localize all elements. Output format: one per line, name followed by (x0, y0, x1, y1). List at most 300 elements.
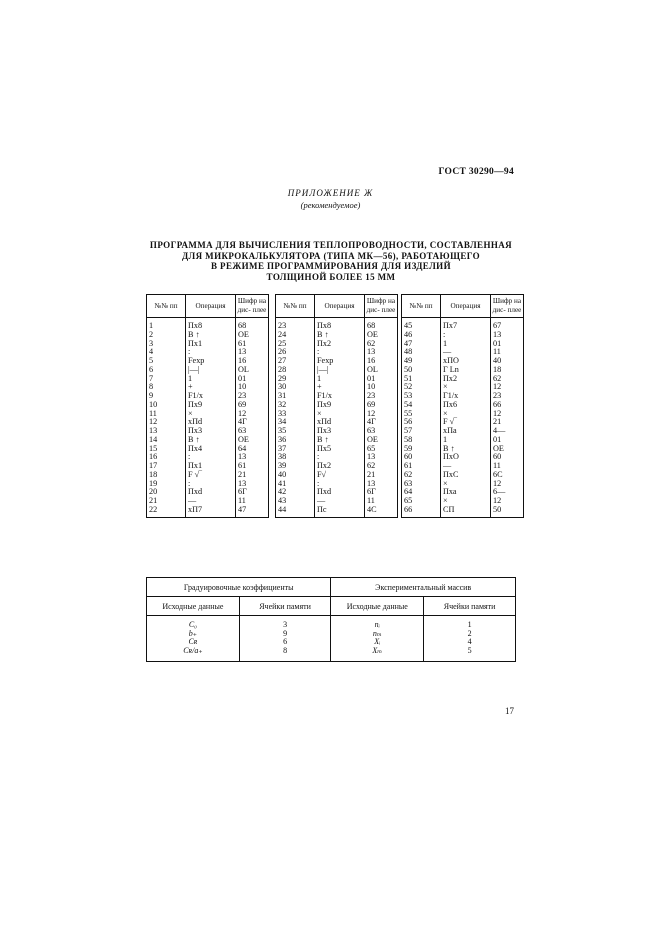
table-row (276, 366, 398, 375)
step-number: 28 (276, 366, 315, 375)
column-header: Исходные данные (147, 597, 240, 616)
step-number: 36 (276, 436, 315, 445)
table-row (402, 418, 524, 427)
display-code: 6— (491, 488, 524, 497)
operation: 1 (188, 373, 193, 383)
step-number: 65 (402, 497, 441, 506)
column-header-num: №№ пп (147, 295, 186, 318)
operation: Пх2 (317, 461, 332, 470)
step-number: 58 (402, 436, 441, 445)
step-number: 34 (276, 418, 315, 427)
step-number: 17 (147, 462, 186, 471)
step-number: 63 (402, 480, 441, 489)
title-line: ТОЛЩИНОЙ БОЛЕЕ 15 ММ (266, 271, 396, 282)
step-number: 44 (276, 506, 315, 517)
display-code: ОЕ (236, 331, 269, 340)
display-code: 18 (491, 366, 524, 375)
column-header: Исходные данные (331, 597, 424, 616)
table-row (402, 445, 524, 454)
operation: ПхС (443, 469, 459, 479)
step-number: 40 (276, 471, 315, 480)
group-header-calibration: Градуировочные коэффициенты (147, 578, 331, 597)
table-row (276, 453, 398, 462)
operation: : (188, 347, 191, 357)
column-header: Ячейки памяти (424, 597, 516, 616)
table-row (402, 497, 524, 506)
table-row (276, 383, 398, 392)
program-table-block-1 (146, 294, 269, 518)
operation: × (188, 408, 193, 418)
operation: Пс (315, 506, 365, 517)
display-code: 21 (365, 471, 398, 480)
table-row (276, 436, 398, 445)
step-number: 1 (147, 318, 186, 331)
operation: Г Ln (443, 364, 459, 374)
step-number: 11 (147, 410, 186, 419)
display-code: 13 (236, 348, 269, 357)
operation: — (317, 496, 326, 505)
display-code: 11 (365, 497, 398, 506)
step-number: 56 (402, 418, 441, 427)
table-row (276, 418, 398, 427)
display-code: 11 (491, 462, 524, 471)
table-row (147, 366, 269, 375)
display-code: 12 (491, 497, 524, 506)
display-code: 16 (236, 357, 269, 366)
operation: — (443, 461, 452, 470)
table-row (276, 375, 398, 384)
operation: F√ (317, 469, 327, 479)
display-code: 6Г (236, 488, 269, 497)
display-code: 21 (491, 418, 524, 427)
operation: хП7 (186, 506, 236, 517)
operation: : (317, 452, 320, 462)
display-code: 4С (365, 506, 398, 517)
display-code: 63 (365, 427, 398, 436)
display-code: 01 (236, 375, 269, 384)
display-code: 23 (365, 392, 398, 401)
operation: × (443, 478, 448, 488)
operation: — (188, 496, 197, 505)
operation: Пх2 (317, 338, 332, 348)
operation: Пх6 (443, 399, 458, 409)
operation: 1 (317, 373, 322, 383)
table-row (276, 445, 398, 454)
display-code: 66 (491, 401, 524, 410)
table-row (276, 331, 398, 340)
operation: Пх4 (188, 443, 203, 453)
step-number: 51 (402, 375, 441, 384)
table-cell: nₘ (372, 628, 382, 638)
table-row (402, 462, 524, 471)
step-number: 32 (276, 401, 315, 410)
display-code: 10 (236, 383, 269, 392)
step-number: 43 (276, 497, 315, 506)
table-row (276, 392, 398, 401)
operation: F1/x (317, 391, 333, 400)
display-code: 67 (491, 318, 524, 331)
table-row (147, 318, 269, 331)
table-row (147, 427, 269, 436)
table-row (402, 318, 524, 331)
step-number: 6 (147, 366, 186, 375)
operation: F1/x (188, 391, 204, 400)
step-number: 10 (147, 401, 186, 410)
operation: × (443, 496, 448, 505)
step-number: 52 (402, 383, 441, 392)
operation: × (443, 382, 448, 392)
table-row (276, 348, 398, 357)
operation: 1 (443, 338, 448, 348)
operation: В ↑ (188, 329, 200, 339)
display-code: 16 (365, 357, 398, 366)
table-row (147, 453, 269, 462)
step-number: 42 (276, 488, 315, 497)
operation: : (317, 478, 320, 488)
table-row (147, 497, 269, 506)
table-row (147, 392, 269, 401)
table-cell: 3 (283, 620, 288, 629)
step-number: 38 (276, 453, 315, 462)
operation: В ↑ (443, 443, 455, 453)
table-row (147, 418, 269, 427)
step-number: 2 (147, 331, 186, 340)
display-code: 23 (236, 392, 269, 401)
group-header-experimental: Экспериментальный массив (331, 578, 516, 597)
table-cell: Xᵢ (374, 637, 381, 647)
table-row (276, 462, 398, 471)
table-row (402, 471, 524, 480)
display-code: 61 (236, 340, 269, 349)
operation: Пх1 (188, 461, 203, 470)
operation: × (443, 408, 448, 418)
table-row (402, 401, 524, 410)
display-code: 11 (236, 497, 269, 506)
display-code: 01 (491, 340, 524, 349)
operation: Пх7 (443, 321, 458, 330)
table-row (276, 340, 398, 349)
table-row (402, 366, 524, 375)
display-code: 4Г (365, 418, 398, 427)
step-number: 45 (402, 318, 441, 331)
table-row (147, 480, 269, 489)
table-row (276, 318, 398, 331)
display-code: 12 (491, 480, 524, 489)
program-table-block-3 (401, 294, 524, 518)
appendix-subtitle: (рекомендуемое) (300, 200, 361, 210)
operation: Пхd (317, 487, 332, 497)
step-number: 29 (276, 375, 315, 384)
step-number: 21 (147, 497, 186, 506)
table-row (276, 471, 398, 480)
step-number: 35 (276, 427, 315, 436)
step-number: 31 (276, 392, 315, 401)
step-number: 60 (402, 453, 441, 462)
table-row (402, 427, 524, 436)
column-header-op: Операция (186, 295, 236, 318)
table-row (402, 348, 524, 357)
display-code: 13 (236, 480, 269, 489)
step-number: 62 (402, 471, 441, 480)
table-row (147, 410, 269, 419)
table-cell: 9 (283, 628, 288, 638)
table-cell: 5 (467, 645, 472, 655)
display-code: 6Г (365, 488, 398, 497)
display-code: OL (365, 366, 398, 375)
table-row (276, 410, 398, 419)
step-number: 64 (402, 488, 441, 497)
step-number: 14 (147, 436, 186, 445)
table-cell: b₊ (188, 628, 197, 638)
step-number: 20 (147, 488, 186, 497)
table-row (147, 506, 269, 517)
table-cell: C₀ (188, 620, 197, 629)
step-number: 22 (147, 506, 186, 517)
step-number: 25 (276, 340, 315, 349)
table-cell: 4 (467, 637, 472, 647)
table-row (147, 401, 269, 410)
step-number: 37 (276, 445, 315, 454)
table-cell: Xₘ (372, 645, 383, 655)
step-number: 54 (402, 401, 441, 410)
operation: : (317, 347, 320, 357)
table-row (147, 340, 269, 349)
column-header-code: Шифр на дис- плее (491, 295, 524, 318)
table-row (147, 471, 269, 480)
operation: В ↑ (317, 329, 329, 339)
step-number: 18 (147, 471, 186, 480)
operation: Fexp (188, 356, 205, 365)
display-code: 65 (365, 445, 398, 454)
table-row (276, 401, 398, 410)
operation: Пх2 (443, 373, 458, 383)
operation: Пх9 (317, 399, 332, 409)
operation: F √‾ (188, 469, 202, 479)
column-header-code: Шифр на дис- плее (365, 295, 398, 318)
table-row (276, 488, 398, 497)
standard-number: ГОСТ 30290—94 (438, 167, 514, 177)
display-code: 13 (236, 453, 269, 462)
step-number: 39 (276, 462, 315, 471)
display-code: 62 (491, 375, 524, 384)
operation: F √‾ (443, 417, 457, 427)
column-header-op: Операция (441, 295, 491, 318)
operation: хПа (443, 426, 457, 435)
operation: — (443, 347, 452, 357)
display-code: 12 (365, 410, 398, 419)
display-code: 40 (491, 357, 524, 366)
display-code: 11 (491, 348, 524, 357)
table-row (402, 392, 524, 401)
table-row (147, 383, 269, 392)
operation: Пх9 (188, 399, 203, 409)
table-row (402, 357, 524, 366)
table-row (276, 497, 398, 506)
operation: Пх8 (317, 321, 332, 330)
table-cell: 2 (467, 628, 472, 638)
table-cell: nᵢ (374, 620, 380, 629)
display-code: 13 (365, 480, 398, 489)
display-code: 50 (491, 506, 524, 517)
step-number: 41 (276, 480, 315, 489)
step-number: 3 (147, 340, 186, 349)
operation: хПd (317, 417, 332, 427)
step-number: 7 (147, 375, 186, 384)
table-row (402, 340, 524, 349)
operation: |—| (188, 364, 200, 374)
display-code: 21 (236, 471, 269, 480)
display-code: 10 (365, 383, 398, 392)
table-row (402, 453, 524, 462)
coefficients-table (146, 577, 516, 662)
program-table-block-2 (275, 294, 398, 518)
display-code: 62 (365, 462, 398, 471)
table-row (147, 348, 269, 357)
operation: СП (441, 506, 491, 517)
table-cell: 6 (283, 637, 288, 647)
step-number: 49 (402, 357, 441, 366)
step-number: 30 (276, 383, 315, 392)
display-code: 61 (236, 462, 269, 471)
step-number: 47 (402, 340, 441, 349)
operation: : (188, 478, 191, 488)
step-number: 4 (147, 348, 186, 357)
table-row (147, 331, 269, 340)
table-cell: Cʀ (188, 637, 198, 647)
display-code: 4— (491, 427, 524, 436)
step-number: 19 (147, 480, 186, 489)
table-row (402, 331, 524, 340)
display-code: 01 (365, 375, 398, 384)
table-row (147, 445, 269, 454)
operation: В ↑ (317, 434, 329, 444)
display-code: ОЕ (365, 331, 398, 340)
experimental-memory-cell (424, 616, 516, 662)
step-number: 24 (276, 331, 315, 340)
operation: + (317, 382, 322, 392)
table-row (276, 357, 398, 366)
step-number: 59 (402, 445, 441, 454)
operation: Пх1 (188, 338, 203, 348)
table-row (147, 375, 269, 384)
operation: хПd (188, 417, 203, 427)
step-number: 33 (276, 410, 315, 419)
operation: : (443, 329, 446, 339)
display-code: 69 (365, 401, 398, 410)
step-number: 53 (402, 392, 441, 401)
table-row (276, 506, 398, 517)
display-code: 13 (365, 348, 398, 357)
operation: Г1/x (443, 391, 459, 400)
document-title (130, 240, 532, 282)
display-code: 68 (365, 318, 398, 331)
display-code: ОЕ (491, 445, 524, 454)
column-header: Ячейки памяти (239, 597, 331, 616)
page-number: 17 (505, 706, 514, 716)
step-number: 8 (147, 383, 186, 392)
display-code: OL (236, 366, 269, 375)
step-number: 5 (147, 357, 186, 366)
operation: × (317, 408, 322, 418)
operation: В ↑ (188, 434, 200, 444)
operation: хПО (443, 356, 459, 365)
table-row (147, 488, 269, 497)
table-row (402, 383, 524, 392)
column-header-num: №№ пп (402, 295, 441, 318)
operation: Fexp (317, 356, 334, 365)
display-code: 60 (491, 453, 524, 462)
display-code: 63 (236, 427, 269, 436)
title-line: ДЛЯ МИКРОКАЛЬКУЛЯТОРА (ТИПА МК—56), РАБОТАЮЩЕГО (181, 250, 481, 261)
display-code: 47 (236, 506, 269, 517)
step-number: 46 (402, 331, 441, 340)
table-row (402, 506, 524, 517)
step-number: 66 (402, 506, 441, 517)
step-number: 23 (276, 318, 315, 331)
display-code: 12 (491, 383, 524, 392)
display-code: 12 (491, 410, 524, 419)
step-number: 26 (276, 348, 315, 357)
display-code: 13 (365, 453, 398, 462)
appendix-title: ПРИЛОЖЕНИЕ Ж (287, 188, 374, 198)
operation: Пх3 (317, 426, 332, 435)
step-number: 13 (147, 427, 186, 436)
step-number: 12 (147, 418, 186, 427)
display-code: 4Г (236, 418, 269, 427)
operation: Пхd (188, 487, 203, 497)
display-code: 6С (491, 471, 524, 480)
display-code: ОЕ (236, 436, 269, 445)
step-number: 15 (147, 445, 186, 454)
column-header-code: Шифр на дис- плее (236, 295, 269, 318)
step-number: 50 (402, 366, 441, 375)
display-code: ОЕ (365, 436, 398, 445)
table-cell: 1 (467, 620, 472, 629)
calibration-memory-cell (239, 616, 331, 662)
title-line: В РЕЖИМЕ ПРОГРАММИРОВАНИЯ ДЛЯ ИЗДЕЛИЙ (211, 261, 451, 272)
step-number: 57 (402, 427, 441, 436)
table-row (402, 375, 524, 384)
operation: Пха (443, 487, 457, 497)
operation: Пх8 (188, 321, 203, 330)
display-code: 68 (236, 318, 269, 331)
table-row (402, 488, 524, 497)
table-row (147, 462, 269, 471)
display-code: 64 (236, 445, 269, 454)
column-header-num: №№ пп (276, 295, 315, 318)
operation: |—| (317, 364, 329, 374)
operation: : (188, 452, 191, 462)
display-code: 69 (236, 401, 269, 410)
operation: Пх5 (317, 443, 332, 453)
step-number: 55 (402, 410, 441, 419)
table-row (276, 427, 398, 436)
step-number: 27 (276, 357, 315, 366)
display-code: 62 (365, 340, 398, 349)
table-row (402, 410, 524, 419)
table-cell: Cʀ/a₊ (183, 645, 203, 655)
operation: 1 (443, 434, 448, 444)
step-number: 48 (402, 348, 441, 357)
table-cell: 8 (283, 645, 288, 655)
step-number: 61 (402, 462, 441, 471)
table-row (276, 480, 398, 489)
calibration-inputs-cell (147, 616, 240, 662)
title-line: ПРОГРАММА ДЛЯ ВЫЧИСЛЕНИЯ ТЕПЛОПРОВОДНОСТИ, СОСТАВЛЕННАЯ (149, 240, 513, 250)
operation: + (188, 382, 193, 392)
operation: Пх3 (188, 426, 203, 435)
experimental-inputs-cell (331, 616, 424, 662)
